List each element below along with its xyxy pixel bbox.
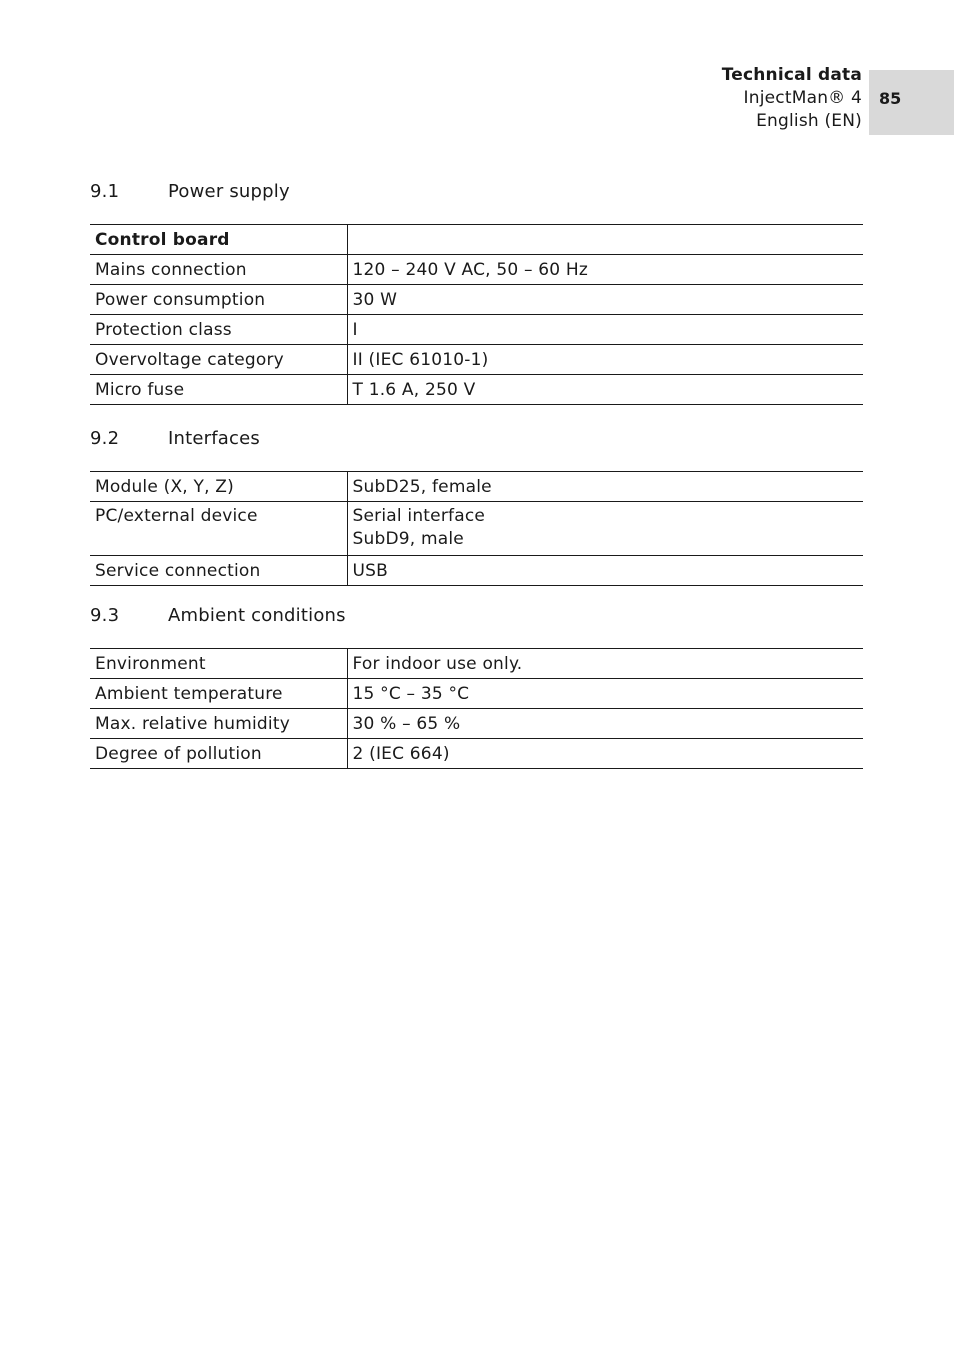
section-title: Ambient conditions: [168, 605, 346, 626]
row-label: Protection class: [90, 315, 347, 345]
row-value: I: [347, 315, 863, 345]
table-row: [90, 375, 863, 405]
running-header: [722, 64, 862, 133]
section-title: Interfaces: [168, 428, 260, 449]
row-value: T 1.6 A, 250 V: [347, 375, 863, 405]
row-value: II (IEC 61010-1): [347, 345, 863, 375]
row-label: Micro fuse: [90, 375, 347, 405]
table-row: [90, 502, 863, 556]
row-label: PC/external device: [90, 502, 347, 556]
row-label: Control board: [90, 225, 347, 255]
table-row: [90, 255, 863, 285]
table-row: [90, 285, 863, 315]
row-value: For indoor use only.: [347, 649, 863, 679]
row-value: 120 – 240 V AC, 50 – 60 Hz: [347, 255, 863, 285]
power-supply-table: [90, 224, 863, 405]
page-number: 85: [879, 89, 902, 108]
table-row: [90, 709, 863, 739]
row-label: Service connection: [90, 556, 347, 586]
row-value: 2 (IEC 664): [347, 739, 863, 769]
section-heading-power-supply: [90, 181, 290, 203]
row-label: Max. relative humidity: [90, 709, 347, 739]
row-label: Overvoltage category: [90, 345, 347, 375]
section-number: 9.1: [90, 181, 120, 202]
section-heading-ambient-conditions: [90, 605, 346, 627]
table-row: [90, 556, 863, 586]
table-row: [90, 315, 863, 345]
table-row: [90, 739, 863, 769]
row-value-line: SubD9, male: [352, 529, 464, 549]
row-value: 15 °C – 35 °C: [347, 679, 863, 709]
row-label: Degree of pollution: [90, 739, 347, 769]
interfaces-table: [90, 471, 863, 586]
table-row: [90, 225, 863, 255]
row-label: Power consumption: [90, 285, 347, 315]
row-label: Module (X, Y, Z): [90, 472, 347, 502]
table-row: [90, 649, 863, 679]
ambient-conditions-table: [90, 648, 863, 769]
language-label: English (EN): [756, 111, 862, 131]
row-label: Mains connection: [90, 255, 347, 285]
row-value: 30 W: [347, 285, 863, 315]
product-name: InjectMan® 4: [743, 88, 862, 108]
section-title: Power supply: [168, 181, 290, 202]
row-value: [347, 502, 863, 556]
section-number: 9.2: [90, 428, 120, 449]
table-row: [90, 345, 863, 375]
table-row: [90, 679, 863, 709]
row-value: SubD25, female: [347, 472, 863, 502]
row-value: [347, 225, 863, 255]
section-heading-interfaces: [90, 428, 260, 450]
row-value: 30 % – 65 %: [347, 709, 863, 739]
row-label: Environment: [90, 649, 347, 679]
row-value: USB: [347, 556, 863, 586]
page-number-tab: [869, 70, 954, 135]
section-number: 9.3: [90, 605, 120, 626]
row-label: Ambient temperature: [90, 679, 347, 709]
table-row: [90, 472, 863, 502]
chapter-title: Technical data: [721, 65, 862, 85]
row-value-line: Serial interface: [352, 506, 486, 526]
